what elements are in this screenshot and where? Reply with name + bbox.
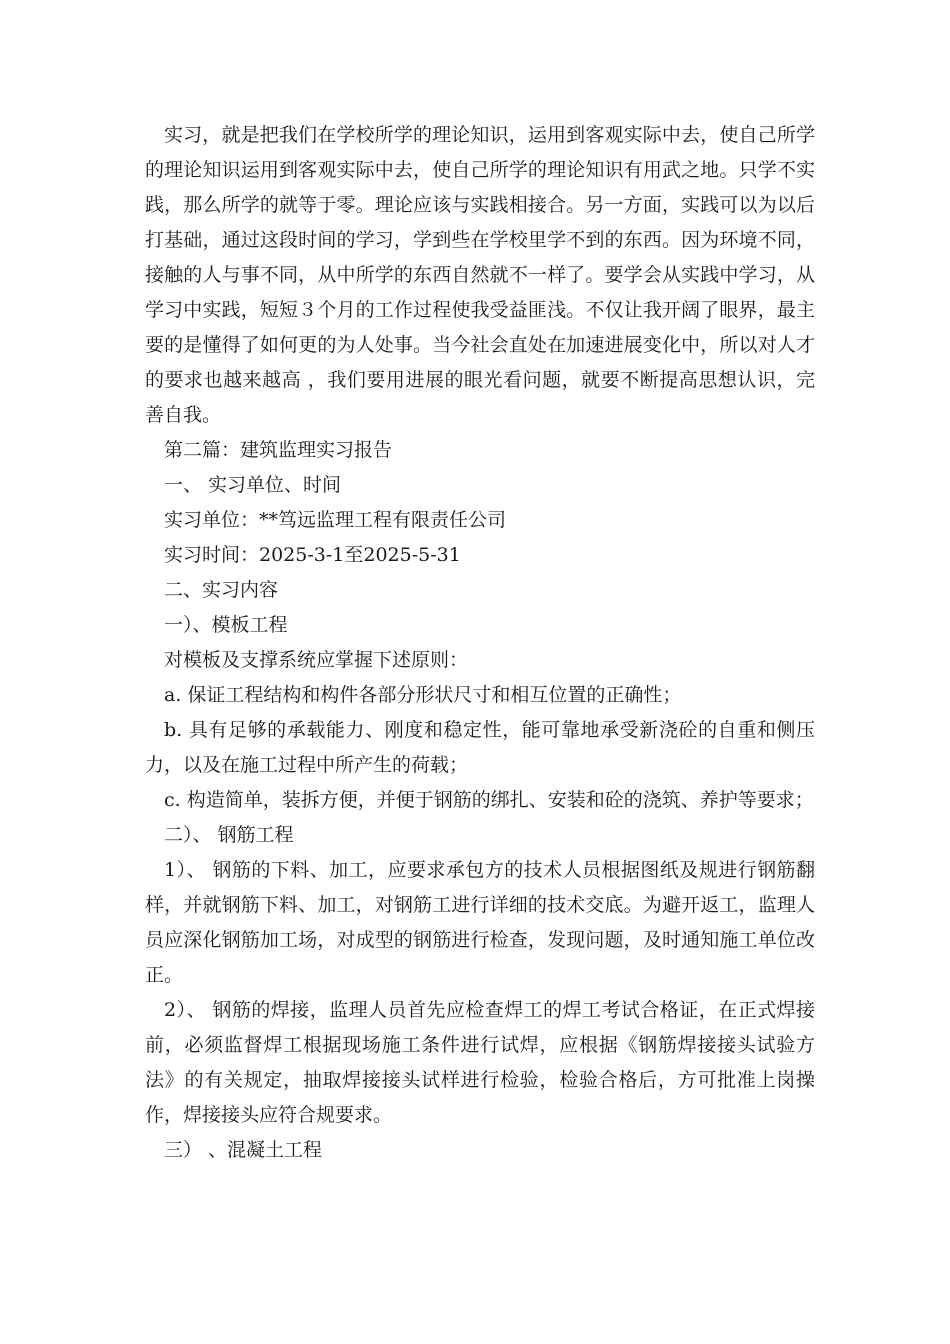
- internship-time: 实习时间：2025-3-1至2025-5-31: [164, 544, 461, 566]
- subsection-heading-concrete: 三） 、混凝土工程: [164, 1139, 323, 1161]
- intro-paragraph: 实习，就是把我们在学校所学的理论知识，运用到客观实际中去，使自己所学的理论知识运用到客观实际中去，使自己所学的理论知识有用武之地。只学不实践，那么所学的就等于零。理论应该与实践相接合。另一方面，实践可以为以后打基础，通过这段时间的学习，学到些在学校里学不到的东西。因为环境不同，接触的人与事不同，从中所学的东西自然就不一样了。要学会从实践中学习，从学习中实践，短短３个月的工作过程使我受益匪浅。不仅让我开阔了眼界，最主要的是懂得了如何更的为人处事。当今社会直处在加速进展变化中，所以对人才的要求也越来越高 ，我们要用进展的眼光看问题，就要不断提高思想认识，完善自我。: [145, 124, 815, 426]
- principle-item-b: b. 具有足够的承载能力、刚度和稳定性，能可靠地承受新浇砼的自重和侧压力，以及在施工过程中所产生的荷载；: [145, 719, 815, 776]
- document-body: [145, 118, 815, 1168]
- rebar-item-2: 2）、 钢筋的焊接，监理人员首先应检查焊工的焊工考试合格证，在正式焊接前，必须监督焊工根据现场施工条件进行试焊，应根据《钢筋焊接接头试验方法》的有关规定，抽取焊接接头试样进行检验，检验合格后，方可批准上岗操作，焊接接头应符合规要求。: [145, 999, 815, 1126]
- subsection-heading-formwork: 一）、模板工程: [164, 614, 288, 636]
- principle-item-c: c. 构造简单，装拆方便，并便于钢筋的绑扎、安装和砼的浇筑、养护等要求；: [164, 789, 814, 811]
- section-heading-unit-time: 一、 实习单位、时间: [164, 474, 342, 496]
- principle-item-a: a. 保证工程结构和构件各部分形状尺寸和相互位置的正确性；: [164, 684, 682, 706]
- formwork-principles-intro: 对模板及支撑系统应掌握下述原则：: [164, 649, 469, 671]
- section-heading-content: 二、实习内容: [164, 579, 279, 601]
- chapter-title: 第二篇：建筑监理实习报告: [164, 439, 393, 461]
- internship-unit: 实习单位：**笃远监理工程有限责任公司: [164, 509, 507, 531]
- subsection-heading-rebar: 二）、 钢筋工程: [164, 824, 294, 846]
- rebar-item-1: 1）、 钢筋的下料、加工，应要求承包方的技术人员根据图纸及规进行钢筋翻样，并就钢筋下料、加工，对钢筋工进行详细的技术交底。为避开返工，监理人员应深化钢筋加工场，对成型的钢筋进行检查，发现问题，及时通知施工单位改正。: [145, 859, 815, 986]
